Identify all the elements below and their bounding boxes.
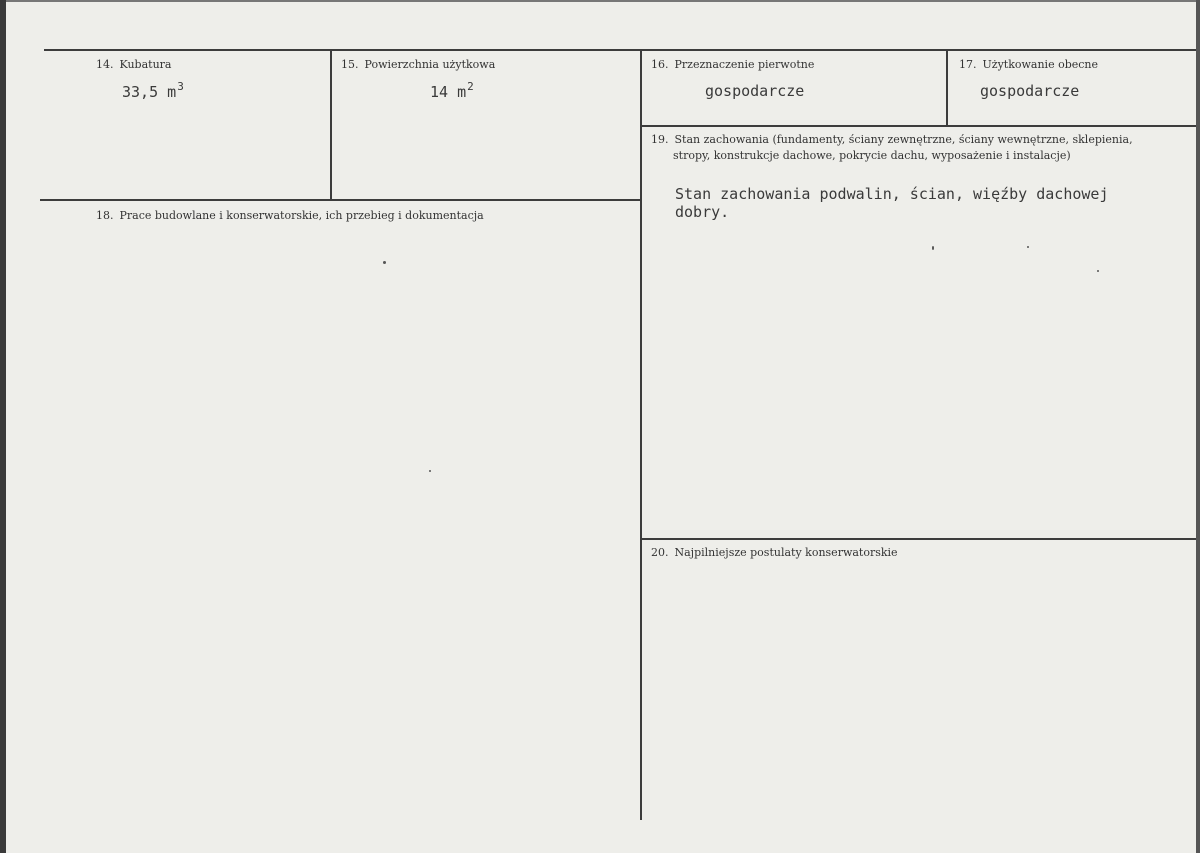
card-right-edge	[1196, 0, 1200, 853]
field-15-number: 15.	[341, 58, 359, 71]
usable-area-unit-exponent: 2	[467, 80, 474, 93]
divider-14-15	[330, 50, 332, 200]
top-rule	[44, 49, 1196, 51]
paper-speck	[1027, 246, 1029, 248]
paper-speck	[383, 261, 386, 264]
field-20-number: 20.	[651, 546, 669, 559]
field-19-label-line2: stropy, konstrukcje dachowe, pokrycie dachu, wyposażenie i instalacje)	[673, 149, 1071, 162]
field-14-title: Kubatura	[119, 58, 172, 71]
field-15-title: Powierzchnia użytkowa	[364, 58, 496, 71]
cubature-unit-exponent: 3	[177, 80, 184, 93]
field-17-number: 17.	[959, 58, 977, 71]
field-15-label	[341, 58, 495, 72]
rule-under-14-15	[40, 199, 640, 201]
rule-under-19	[641, 538, 1196, 540]
field-18-title: Prace budowlane i konserwatorskie, ich przebieg i dokumentacja	[119, 209, 484, 222]
field-19-value-line1: Stan zachowania podwalin, ścian, więźby dachowej	[675, 185, 1109, 203]
field-19-title-line1: Stan zachowania (fundamenty, ściany zewnętrzne, ściany wewnętrzne, sklepienia,	[674, 133, 1133, 146]
paper-speck	[932, 246, 934, 250]
field-17-title: Użytkowanie obecne	[982, 58, 1098, 71]
usable-area-value: 14 m	[430, 83, 467, 101]
card-top-edge	[0, 0, 1200, 2]
field-16-label	[651, 58, 814, 72]
field-16-value: gospodarcze	[705, 82, 805, 100]
field-17-label	[959, 58, 1098, 72]
paper-speck	[1097, 270, 1099, 272]
divider-main	[640, 50, 642, 820]
field-16-title: Przeznaczenie pierwotne	[674, 58, 815, 71]
field-18-label	[96, 209, 484, 223]
field-15-value	[430, 80, 474, 101]
field-14-value	[122, 80, 184, 101]
paper-speck	[429, 470, 431, 472]
field-19-number: 19.	[651, 133, 669, 146]
field-16-number: 16.	[651, 58, 669, 71]
field-17-value: gospodarcze	[980, 82, 1080, 100]
cubature-value: 33,5 m	[122, 83, 177, 101]
field-18-number: 18.	[96, 209, 114, 222]
field-14-label	[96, 58, 171, 72]
field-14-number: 14.	[96, 58, 114, 71]
rule-under-16-17	[641, 125, 1196, 127]
field-20-title: Najpilniejsze postulaty konserwatorskie	[674, 546, 898, 559]
card-left-edge	[0, 0, 6, 853]
field-19-value-line2: dobry.	[675, 203, 730, 221]
divider-16-17	[946, 50, 948, 125]
field-19-label	[651, 133, 1133, 147]
field-20-label	[651, 546, 898, 560]
